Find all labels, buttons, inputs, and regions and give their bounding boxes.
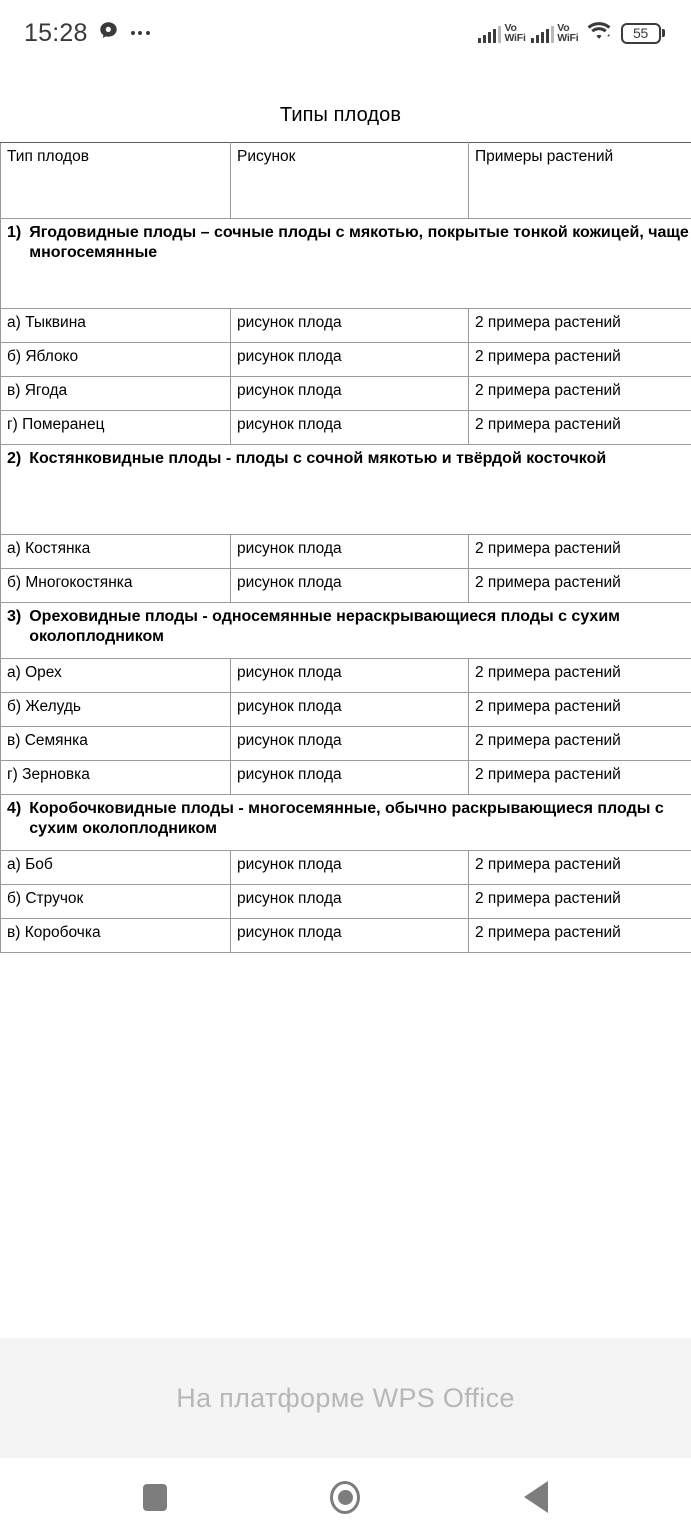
fruit-picture-cell: рисунок плода xyxy=(231,761,469,795)
fruit-examples-cell: 2 примера растений xyxy=(469,309,691,343)
section-title-4: Коробочковидные плоды - многосемянные, обычно раскрывающиеся плоды с сухим околоплодником xyxy=(29,800,664,838)
fruit-name-cell: б) Желудь xyxy=(1,693,231,727)
table-row xyxy=(1,885,691,919)
fruit-name-cell: в) Коробочка xyxy=(1,919,231,953)
fruit-picture-cell: рисунок плода xyxy=(231,309,469,343)
battery-body xyxy=(621,23,661,44)
fruit-name-cell: б) Яблоко xyxy=(1,343,231,377)
triangle-back-icon xyxy=(524,1481,548,1513)
home-button[interactable] xyxy=(310,1467,380,1527)
fruit-examples-cell: 2 примера растений xyxy=(469,569,691,603)
table-row xyxy=(1,569,691,603)
table-section-header-row xyxy=(1,219,691,309)
fruit-name-cell: г) Зерновка xyxy=(1,761,231,795)
fruit-picture-cell: рисунок плода xyxy=(231,659,469,693)
table-row xyxy=(1,851,691,885)
section-header-cell-3 xyxy=(1,603,691,659)
table-row xyxy=(1,659,691,693)
fruit-picture-cell: рисунок плода xyxy=(231,535,469,569)
fruit-name-cell: б) Стручок xyxy=(1,885,231,919)
fruit-picture-cell: рисунок плода xyxy=(231,693,469,727)
sim1-volte-line2: WiFi xyxy=(504,32,526,44)
section-header-cell-4 xyxy=(1,795,691,851)
fruit-examples-cell: 2 примера растений xyxy=(469,377,691,411)
fruit-name-cell: а) Костянка xyxy=(1,535,231,569)
sim1-volte-line1: Vo xyxy=(504,22,517,34)
section-title-1: Ягодовидные плоды – сочные плоды с мякотью, покрытые тонкой кожицей, чаще многосемянные xyxy=(29,224,689,262)
cellular-signal-icon xyxy=(478,26,502,43)
fruit-examples-cell: 2 примера растений xyxy=(469,343,691,377)
table-header-row xyxy=(1,143,691,219)
sim1-volte-label xyxy=(504,23,525,43)
section-number-3: 3) xyxy=(7,608,22,625)
table-row xyxy=(1,919,691,953)
fruit-examples-cell: 2 примера растений xyxy=(469,727,691,761)
table-row xyxy=(1,309,691,343)
table-row xyxy=(1,343,691,377)
table-row xyxy=(1,411,691,445)
document-viewer[interactable] xyxy=(0,66,691,1338)
status-clock: 15:28 xyxy=(24,18,88,47)
status-bar-right xyxy=(478,21,665,46)
table-section-header-row xyxy=(1,445,691,535)
fruit-name-cell: а) Орех xyxy=(1,659,231,693)
fruit-examples-cell: 2 примера растений xyxy=(469,919,691,953)
battery-tip xyxy=(662,29,665,37)
fruit-picture-cell: рисунок плода xyxy=(231,377,469,411)
fruit-examples-cell: 2 примера растений xyxy=(469,411,691,445)
battery-indicator xyxy=(621,23,666,44)
wps-watermark-band xyxy=(0,1338,691,1458)
document-title: Типы плодов xyxy=(279,104,402,126)
fruit-picture-cell: рисунок плода xyxy=(231,569,469,603)
sim2-volte-line2: WiFi xyxy=(557,32,579,44)
fruit-picture-cell: рисунок плода xyxy=(231,411,469,445)
fruit-name-cell: г) Померанец xyxy=(1,411,231,445)
fruit-examples-cell: 2 примера растений xyxy=(469,659,691,693)
fruit-types-table xyxy=(0,142,691,953)
fruit-picture-cell: рисунок плода xyxy=(231,919,469,953)
circle-home-icon xyxy=(330,1481,360,1514)
table-header-cell-examples: Примеры растений xyxy=(469,143,691,219)
table-header-cell-picture: Рисунок xyxy=(231,143,469,219)
fruit-examples-cell: 2 примера растений xyxy=(469,535,691,569)
wps-watermark-label: На платформе WPS Office xyxy=(176,1382,515,1413)
section-header-cell-1 xyxy=(1,219,691,309)
fruit-name-cell: в) Ягода xyxy=(1,377,231,411)
fruit-name-cell: в) Семянка xyxy=(1,727,231,761)
fruit-picture-cell: рисунок плода xyxy=(231,885,469,919)
sim2-volte-label xyxy=(557,23,578,43)
sim1-signal-group xyxy=(478,23,526,43)
table-section-header-row xyxy=(1,603,691,659)
table-row xyxy=(1,377,691,411)
fruit-examples-cell: 2 примера растений xyxy=(469,885,691,919)
fruit-examples-cell: 2 примера растений xyxy=(469,851,691,885)
fruit-name-cell: а) Боб xyxy=(1,851,231,885)
table-header-cell-type: Тип плодов xyxy=(1,143,231,219)
section-title-2: Костянковидные плоды - плоды с сочной мякотью и твёрдой косточкой xyxy=(29,450,607,467)
table-row xyxy=(1,727,691,761)
status-bar xyxy=(0,0,691,66)
section-number-2: 2) xyxy=(7,450,22,467)
sim2-signal-group xyxy=(531,23,579,43)
table-section-header-row xyxy=(1,795,691,851)
table-row xyxy=(1,693,691,727)
more-dots-icon xyxy=(131,31,150,35)
status-bar-left xyxy=(24,18,150,47)
table-row xyxy=(1,535,691,569)
chat-bubble-icon xyxy=(99,21,118,45)
battery-level-label: 55 xyxy=(633,25,648,41)
sim2-volte-line1: Vo xyxy=(557,22,570,34)
android-navigation-bar xyxy=(0,1458,691,1536)
back-button[interactable] xyxy=(501,1467,571,1527)
table-row xyxy=(1,761,691,795)
section-number-1: 1) xyxy=(7,224,22,241)
section-number-4: 4) xyxy=(7,800,22,817)
fruit-picture-cell: рисунок плода xyxy=(231,851,469,885)
square-recents-icon xyxy=(143,1484,167,1511)
section-header-cell-2 xyxy=(1,445,691,535)
fruit-examples-cell: 2 примера растений xyxy=(469,761,691,795)
fruit-picture-cell: рисунок плода xyxy=(231,343,469,377)
recents-button[interactable] xyxy=(120,1467,190,1527)
fruit-name-cell: а) Тыквина xyxy=(1,309,231,343)
wifi-icon xyxy=(586,21,612,46)
cellular-signal-icon xyxy=(531,26,555,43)
fruit-examples-cell: 2 примера растений xyxy=(469,693,691,727)
fruit-picture-cell: рисунок плода xyxy=(231,727,469,761)
fruit-name-cell: б) Многокостянка xyxy=(1,569,231,603)
section-title-3: Ореховидные плоды - односемянные нераскрывающиеся плоды с сухим околоплодником xyxy=(29,608,620,646)
